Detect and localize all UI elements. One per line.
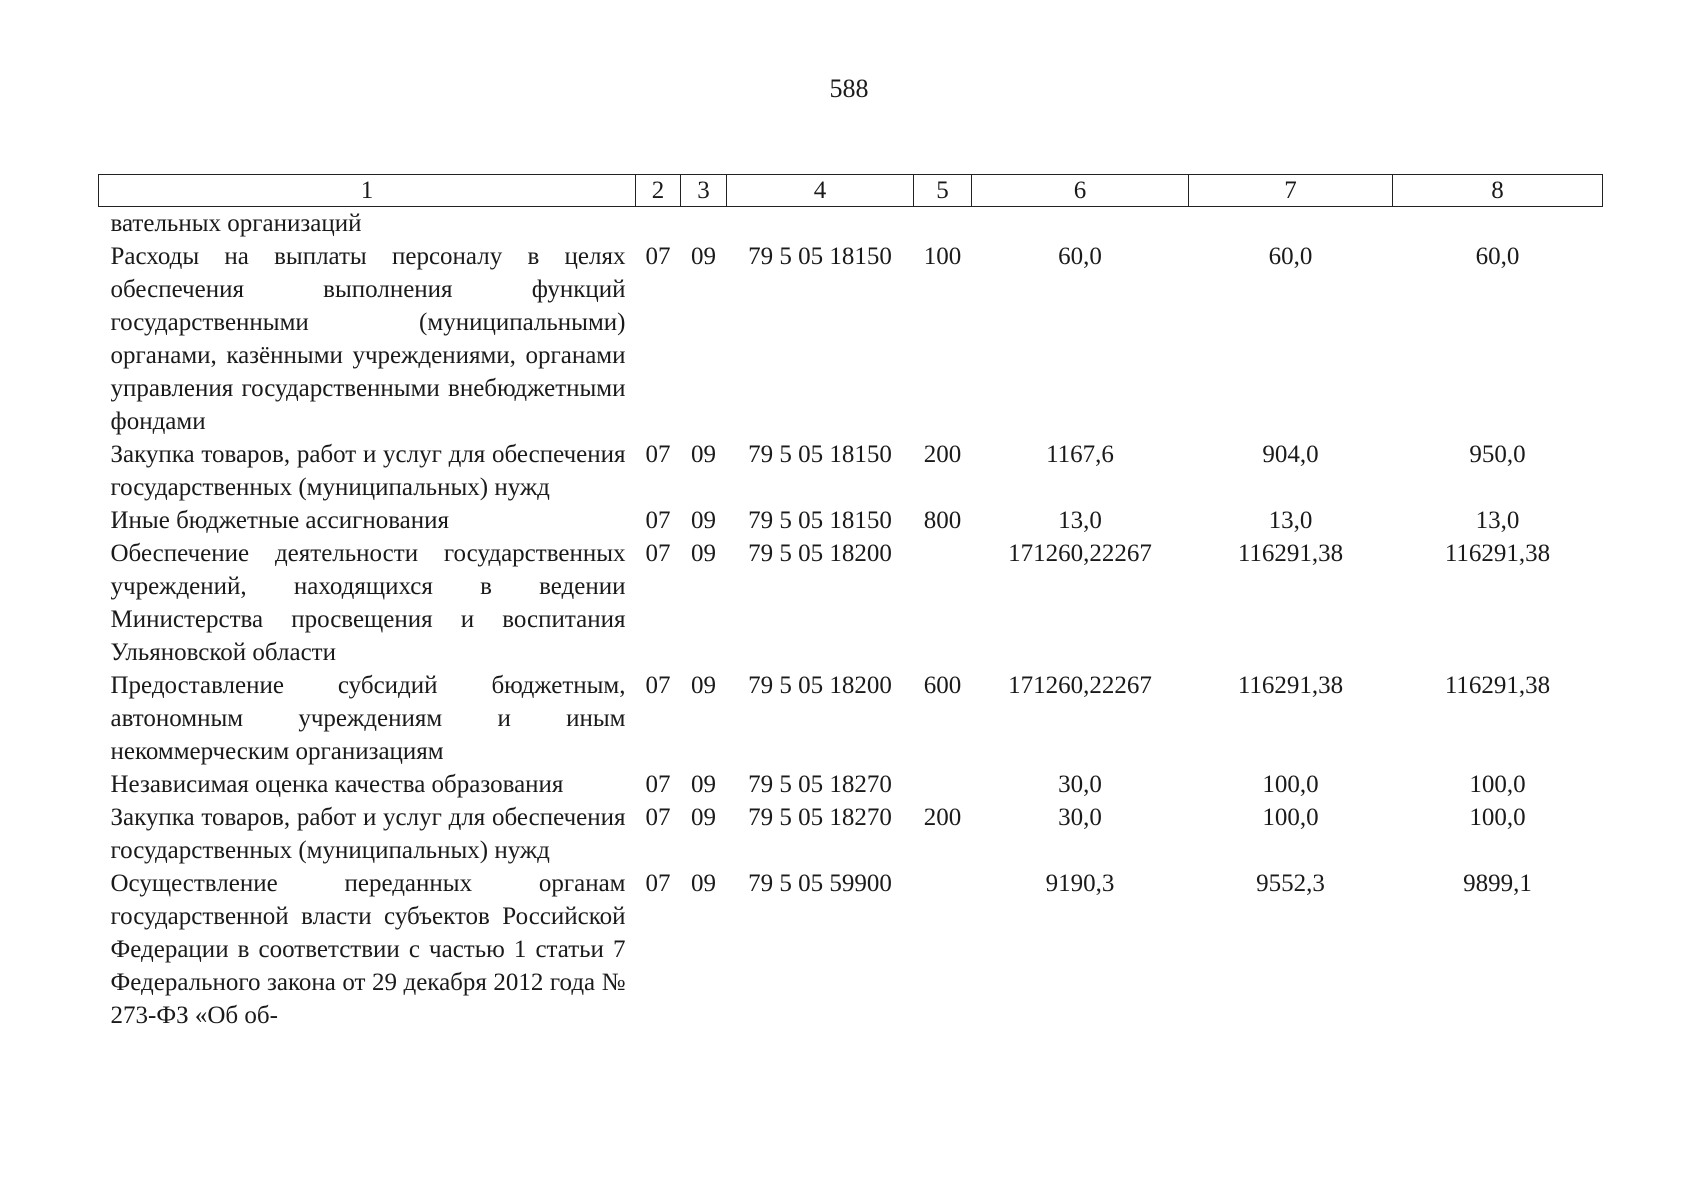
row-subsection xyxy=(681,207,727,241)
row-amount-col7: 13,0 xyxy=(1268,507,1313,534)
row-amount-col8: 9899,1 xyxy=(1463,870,1532,897)
row-section: 07 xyxy=(645,771,671,798)
row-expense-type: 800 xyxy=(923,507,962,534)
header-col-1: 1 xyxy=(99,175,636,207)
row-amount-col8: 100,0 xyxy=(1469,771,1526,798)
row-amount-col7: 116291,38 xyxy=(1237,672,1344,699)
row-amount-col6: 13,0 xyxy=(1058,507,1102,534)
row-description: Осуществление переданных органам государственной власти субъектов Российской Федерации в соответствии с частью 1 статьи 7 Федерального закона от 29 декабря 2012 года № 273-ФЗ «Об об- xyxy=(110,870,626,1029)
row-subsection: 09 xyxy=(691,243,716,270)
row-subsection: 09 xyxy=(691,870,716,897)
row-subsection: 09 xyxy=(691,672,716,699)
row-subsection: 09 xyxy=(691,804,716,831)
budget-table-container xyxy=(98,174,1602,1032)
header-col-7: 7 xyxy=(1189,175,1393,207)
row-amount-col8: 116291,38 xyxy=(1444,672,1551,699)
row-expense-type: 200 xyxy=(923,441,962,468)
row-target-article: 79 5 05 18150 xyxy=(748,441,892,468)
row-section: 07 xyxy=(645,243,671,270)
row-amount-col6: 171260,22267 xyxy=(1008,672,1152,699)
row-section xyxy=(636,207,681,241)
row-amount-col8: 116291,38 xyxy=(1444,540,1551,567)
header-col-5: 5 xyxy=(914,175,972,207)
row-amount-col8: 13,0 xyxy=(1475,507,1520,534)
row-amount-col7: 116291,38 xyxy=(1237,540,1344,567)
table-row xyxy=(99,504,1603,537)
row-description: Закупка товаров, работ и услуг для обеспечения государственных (муниципальных) нужд xyxy=(110,804,626,864)
row-target-article: 79 5 05 18270 xyxy=(748,771,892,798)
header-col-6: 6 xyxy=(972,175,1189,207)
row-section: 07 xyxy=(645,507,671,534)
row-description: Независимая оценка качества образования xyxy=(110,771,564,798)
table-row xyxy=(99,669,1603,768)
row-amount-col8: 100,0 xyxy=(1469,804,1526,831)
table-row xyxy=(99,801,1603,867)
header-col-4: 4 xyxy=(727,175,914,207)
table-row xyxy=(99,768,1603,801)
row-expense-type xyxy=(914,768,972,801)
table-row xyxy=(99,438,1603,504)
row-description: Иные бюджетные ассигнования xyxy=(110,507,450,534)
row-amount-col7 xyxy=(1189,207,1393,241)
row-amount-col6: 30,0 xyxy=(1058,804,1102,831)
row-description: вательных организаций xyxy=(110,210,362,237)
row-section: 07 xyxy=(645,540,671,567)
row-target-article: 79 5 05 18150 xyxy=(748,507,892,534)
row-expense-type xyxy=(914,537,972,669)
table-row xyxy=(99,240,1603,438)
table-body xyxy=(99,207,1603,1033)
row-amount-col6: 1167,6 xyxy=(1046,441,1114,468)
row-target-article: 79 5 05 18270 xyxy=(748,804,892,831)
row-amount-col6: 171260,22267 xyxy=(1008,540,1152,567)
row-amount-col6 xyxy=(972,207,1189,241)
row-section: 07 xyxy=(645,672,671,699)
row-amount-col6: 60,0 xyxy=(1058,243,1102,270)
table-row xyxy=(99,867,1603,1032)
row-expense-type xyxy=(914,867,972,1032)
row-description: Обеспечение деятельности государственных учреждений, находящихся в ведении Министерства просвещения и воспитания Ульяновской области xyxy=(110,540,626,666)
row-amount-col7: 60,0 xyxy=(1268,243,1313,270)
row-amount-col7: 904,0 xyxy=(1262,441,1319,468)
row-target-article xyxy=(727,207,914,241)
row-section: 07 xyxy=(645,441,671,468)
row-expense-type: 100 xyxy=(923,243,962,270)
table-row xyxy=(99,207,1603,241)
row-section: 07 xyxy=(645,870,671,897)
row-target-article: 79 5 05 18200 xyxy=(748,672,892,699)
header-col-8: 8 xyxy=(1393,175,1603,207)
row-amount-col7: 9552,3 xyxy=(1256,870,1325,897)
row-expense-type: 600 xyxy=(923,672,962,699)
table-header xyxy=(99,175,1603,207)
row-section: 07 xyxy=(645,804,671,831)
table-row xyxy=(99,537,1603,669)
row-target-article: 79 5 05 18200 xyxy=(748,540,892,567)
row-subsection: 09 xyxy=(691,540,716,567)
row-target-article: 79 5 05 18150 xyxy=(748,243,892,270)
budget-table xyxy=(98,174,1603,1032)
row-amount-col6: 30,0 xyxy=(1058,771,1102,798)
row-target-article: 79 5 05 59900 xyxy=(748,870,892,897)
row-amount-col7: 100,0 xyxy=(1262,771,1319,798)
row-expense-type: 200 xyxy=(923,804,962,831)
row-subsection: 09 xyxy=(691,771,716,798)
row-amount-col8 xyxy=(1393,207,1603,241)
row-amount-col7: 100,0 xyxy=(1262,804,1319,831)
header-col-2: 2 xyxy=(636,175,681,207)
row-description: Закупка товаров, работ и услуг для обеспечения государственных (муниципальных) нужд xyxy=(110,441,626,501)
page-number: 588 xyxy=(829,74,869,103)
row-amount-col8: 60,0 xyxy=(1475,243,1520,270)
header-col-3: 3 xyxy=(681,175,727,207)
row-amount-col6: 9190,3 xyxy=(1045,870,1115,897)
row-expense-type xyxy=(914,207,972,241)
row-subsection: 09 xyxy=(691,441,716,468)
row-subsection: 09 xyxy=(691,507,716,534)
row-description: Предоставление субсидий бюджетным, автономным учреждениям и иным некоммерческим организациям xyxy=(110,672,626,765)
row-amount-col8: 950,0 xyxy=(1469,441,1526,468)
row-description: Расходы на выплаты персоналу в целях обеспечения выполнения функций государственными (муниципальными) органами, казёнными учреждениями, органами управления государственными внебюджетными фондами xyxy=(110,243,626,435)
